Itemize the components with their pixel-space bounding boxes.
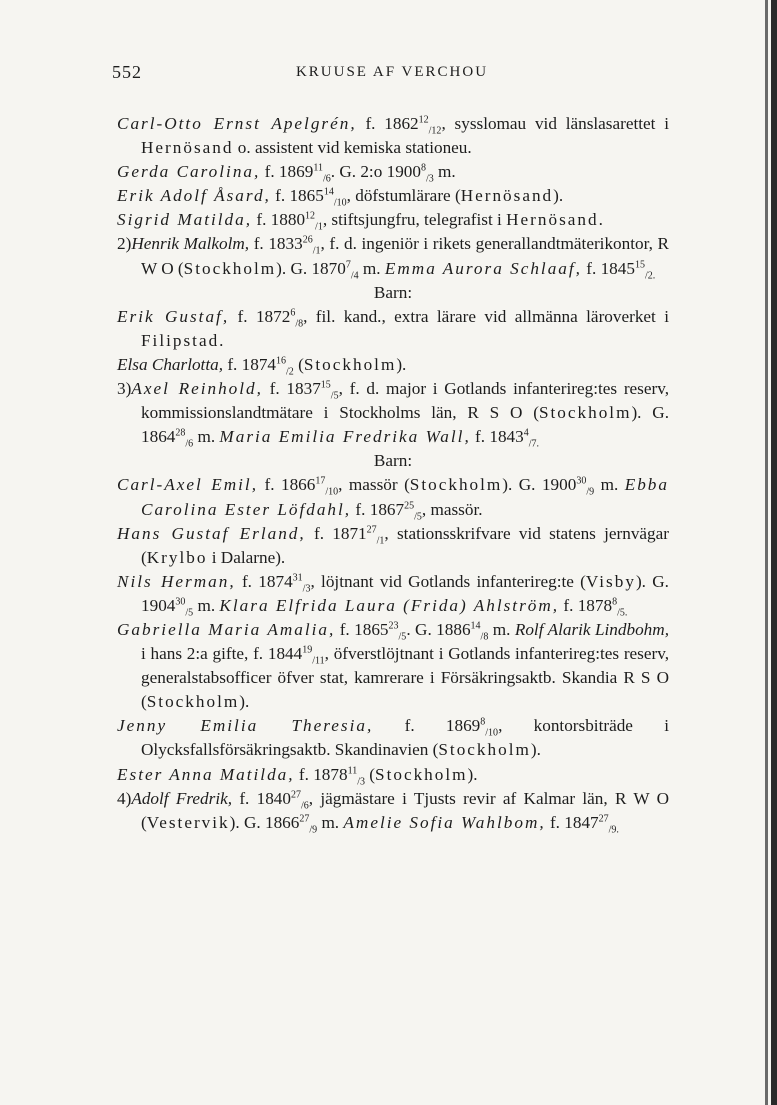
entry-carl-otto: Carl-Otto Ernst Apelgrén, f. $1862^{12}_{/12}$, sysslomau vid länslasarettet i Hernösand o. assistent vid kemiska stationeu. xyxy=(117,114,670,158)
page-number: 552 xyxy=(112,62,142,82)
entry-nils: Nils Herman, f. $1874^{31}_{/3}$, löjtnant vid Gotlands infanterireg:te (Visby). G. $1904^{30}_{/5}$ m. Klara Elfrida Laura (Frida) Ahlström, f. $1878^8_{/5.}$ xyxy=(117,571,669,619)
page-edge-shadow xyxy=(765,0,768,1105)
entry-elsa: Elsa Charlotta, f. $1874^{16}_{/2}$ (Stockholm). xyxy=(117,354,407,378)
entry-henrik: 2)Henrik Malkolm, f. $1833^{26}_{/1}$, f. d. ingeniör i rikets generallandtmäterikontor, R W O (Stockholm). G. $1870^7_{/4}$ m. Emma Aurora Schlaaf, f. $1845^{15}_{/2.}$ xyxy=(117,234,670,281)
entry-sigrid: Sigrid Matilda, f. $1880^{12}_{/1}$, stiftsjungfru, telegrafist i Hernösand. xyxy=(117,210,603,233)
entry-jenny: Jenny Emilia Theresia, f. $1869^8_{/10}$, kontorsbiträde i Olycksfallsförsäkringsaktb. Skandinavien (Stockholm). xyxy=(117,716,669,760)
running-title: KRUUSE AF VERCHOU xyxy=(295,64,489,80)
entry-ester: Ester Anna Matilda, f. $1878^{11}_{/3}$ (Stockholm). xyxy=(117,764,478,787)
entry-hans: Hans Gustaf Erland, f. $1871^{27}_{/1}$, stationsskrifvare vid statens jernvägar (Krylbo i Dalarne). xyxy=(117,523,670,567)
entry-adolf: 4)Adolf Fredrik, f. $1840^{27}_{/6}$, jägmästare i Tjusts revir af Kalmar län, R W O (Vestervik). G. $1866^{27}_{/9}$ m. Amelie Sofia Wahlbom, f. $1847^{27}_{/9.}$ xyxy=(117,788,669,836)
entry-carl-axel: Carl-Axel Emil, f. $1866^{17}_{/10}$, massör (Stockholm). G. $1900^{30}_{/9}$ m. Ebba Carolina Ester Löfdahl, f. $1867^{25}_{/5}$, massör. xyxy=(117,475,669,522)
children-label: Barn: xyxy=(373,282,413,302)
page-edge xyxy=(771,0,777,1105)
entry-gabriella: Gabriella Maria Amalia, f. $1865^{23}_{/5}$. G. $1886^{14}_{/8}$ m. Rolf Alarik Lindbohm, i hans 2:a gifte, f. $1844^{19}_{/11}$, öfverstlöjtnant i Gotlands infanterireg:tes reserv, generalstabsofficer öfver stat, kamrerare i Försäkringsaktb. Skandia R S O (Stockholm). xyxy=(117,619,669,712)
entry-erik-gustaf: Erik Gustaf, f. $1872^6_{/8}$, fil. kand., extra lärare vid allmänna läroverket i Filipstad. xyxy=(117,306,669,350)
entry-gerda: Gerda Carolina, f. $1869^{11}_{/6}$. G. 2:o $1900^8_{/3}$ m. xyxy=(117,162,456,185)
children-label: Barn: xyxy=(373,451,413,471)
genealogy-text xyxy=(117,112,669,835)
page-header xyxy=(112,62,672,92)
entry-erik-adolf: Erik Adolf Åsard, f. $1865^{14}_{/10}$, döfstumlärare (Hernösand). xyxy=(117,186,564,209)
entry-axel: 3)Axel Reinhold, f. $1837^{15}_{/5}$, f. d. major i Gotlands infanterireg:tes reserv, kommissionslandtmätare i Stockholms län, R S O (Stockholm). G. $1864^{28}_{/6}$ m. Maria Emilia Fredrika Wall, f. $1843^4_{/7.}$ xyxy=(117,379,669,450)
